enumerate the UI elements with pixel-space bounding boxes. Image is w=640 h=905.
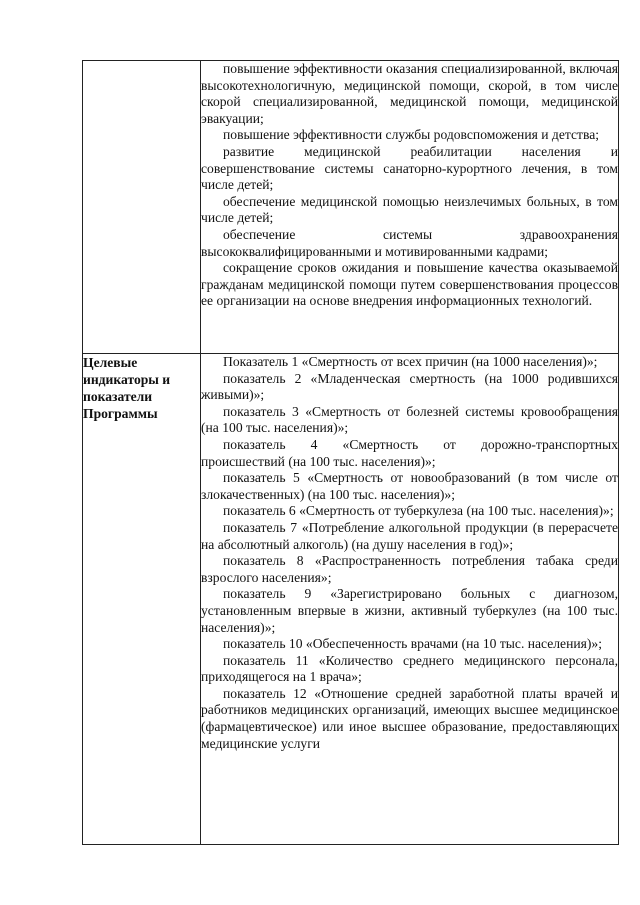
indicator-paragraph: показатель 11 «Количество среднего медицинского персонала, приходящегося на 1 врача»; <box>201 652 618 685</box>
indicator-paragraph: показатель 9 «Зарегистрировано больных с диагнозом, установленным впервые в жизни, активный туберкулез (на 100 тыс. населения)»; <box>201 586 618 635</box>
program-passport-table <box>82 60 619 845</box>
task-paragraph: развитие медицинской реабилитации населения и совершенствование системы санаторно-курортного лечения, в том числе детей; <box>201 143 618 193</box>
row-label-cell <box>83 61 201 354</box>
indicator-paragraph: показатель 8 «Распространенность потребления табака среди взрослого населения»; <box>201 553 618 585</box>
indicator-paragraph: показатель 5 «Смертность от новообразований (в том числе от злокачественных) (на 100 тыс. населения)»; <box>201 470 618 502</box>
indicator-paragraph: показатель 6 «Смертность от туберкулеза (на 100 тыс. населения)»; <box>223 503 614 519</box>
task-paragraph: обеспечение системы здравоохранения высококвалифицированными и мотивированными кадрами; <box>201 226 618 259</box>
row-label-indicators: Целевые индикаторы и показатели Программы <box>83 355 171 421</box>
table-row-indicators <box>83 354 619 845</box>
indicator-paragraph: показатель 4 «Смертность от дорожно-транспортных происшествий (на 100 тыс. населения)»; <box>201 436 618 469</box>
row-content-cell <box>201 61 619 354</box>
task-paragraph: обеспечение медицинской помощью неизлечимых больных, в том числе детей; <box>201 193 618 226</box>
task-paragraph: сокращение сроков ожидания и повышение качества оказываемой гражданам медицинской помощи путем совершенствования процессов ее организации на основе внедрения информационных технологий. <box>201 260 618 309</box>
indicator-paragraph: Показатель 1 «Смертность от всех причин (на 1000 населения)»; <box>223 354 598 369</box>
row-content-cell <box>201 354 619 845</box>
task-paragraph: повышение эффективности оказания специализированной, включая высокотехнологичную, медицинской помощи, скорой, в том числе скорой специализированной, медицинской помощи, медицинской эвакуации; <box>201 61 618 126</box>
indicator-paragraph: показатель 2 «Младенческая смертность (на 1000 родившихся живыми)»; <box>201 370 618 403</box>
table-row-tasks <box>83 61 619 354</box>
indicator-paragraph: показатель 7 «Потребление алкогольной продукции (в перерасчете на абсолютный алкоголь) (на душу населения в год)»; <box>201 519 618 552</box>
indicator-paragraph: показатель 10 «Обеспеченность врачами (на 10 тыс. населения)»; <box>223 636 602 652</box>
row-label-cell <box>83 354 201 845</box>
task-paragraph: повышение эффективности службы родовспоможения и детства; <box>223 127 600 143</box>
indicator-paragraph: показатель 3 «Смертность от болезней системы кровообращения (на 100 тыс. населения)»; <box>201 403 618 436</box>
indicator-paragraph: показатель 12 «Отношение средней заработной платы врачей и работников медицинских организаций, имеющих высшее медицинское (фармацевтическое) или иное высшее образование, предоставляющих медицинские услуги <box>201 685 618 751</box>
